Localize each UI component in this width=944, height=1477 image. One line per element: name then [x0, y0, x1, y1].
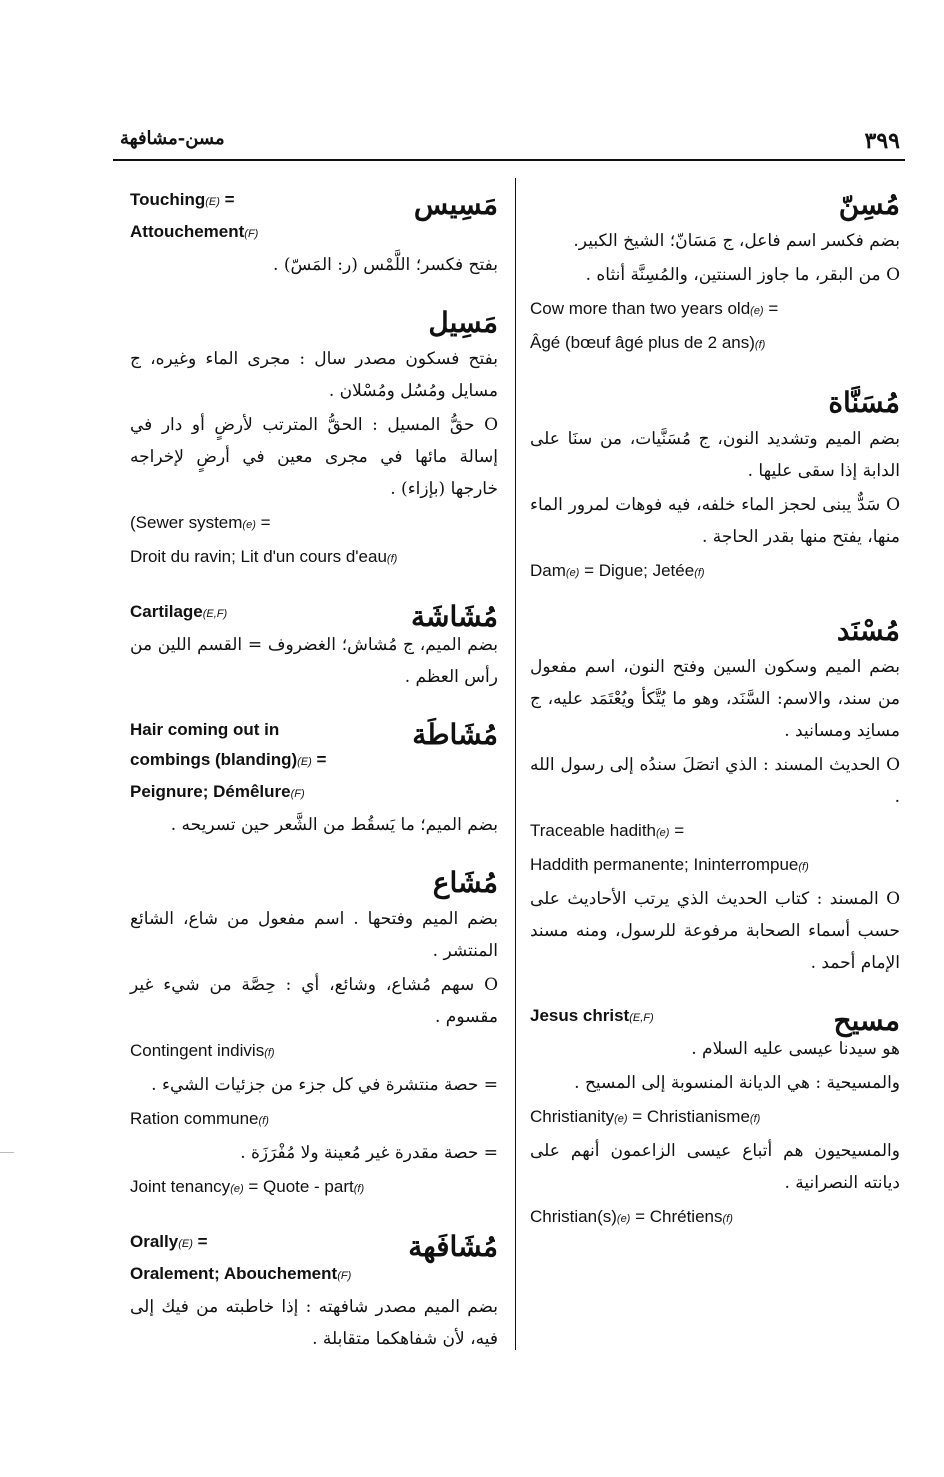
language-tag: (E): [205, 196, 220, 208]
term-text: Orally: [130, 1232, 179, 1251]
arabic-definition: [530, 651, 900, 813]
english-equivalent: [130, 777, 498, 809]
entry-head-row: [130, 715, 498, 809]
term-equivalent: = Quote - part: [243, 1177, 354, 1196]
header-rule: [113, 159, 905, 161]
headword: مُسْنَد: [836, 614, 900, 647]
arabic-paragraph: والمسيحيون هم أتباع عيسى الزاعمون أنهم على ديانته النصرانية .: [530, 1141, 900, 1193]
translation-line: [530, 327, 900, 361]
page-header: [0, 0, 944, 165]
language-tag: (f): [264, 1047, 275, 1059]
language-tag: (f): [754, 339, 766, 351]
term-equivalent: =: [763, 299, 779, 318]
headword: مُشَاطَة: [412, 718, 498, 751]
translation-line: [530, 815, 900, 849]
translation-line: [130, 1035, 498, 1069]
language-tag: (f): [386, 553, 398, 565]
arabic-definition: [130, 1291, 498, 1355]
margin-mark: [0, 1152, 14, 1153]
language-tag: (e): [614, 1113, 628, 1125]
term-text: Contingent indivis: [130, 1041, 265, 1060]
dictionary-entry: [130, 1227, 498, 1355]
arabic-paragraph: بضم الميم، ج مُشاش؛ الغضروف = القسم اللين من رأس العظم .: [130, 635, 498, 687]
term-text: Ration commune: [130, 1109, 259, 1128]
translation-line: [130, 1171, 498, 1205]
term-text: Cow more than two years old: [530, 299, 751, 318]
language-tag: (e): [656, 827, 670, 839]
language-tag: (E,F): [202, 608, 228, 620]
headword: مسيح: [833, 1004, 900, 1037]
term-equivalent: = Digue; Jetée: [579, 561, 695, 580]
headword: مَسِيس: [413, 188, 498, 221]
language-tag: (f): [258, 1115, 269, 1127]
language-tag: (F): [244, 228, 259, 240]
dictionary-entry: [530, 1001, 900, 1235]
page-number: ٣٩٩: [864, 128, 900, 154]
language-tag: (F): [290, 788, 305, 800]
term-equivalent: =: [255, 513, 271, 532]
arabic-definition: [530, 1135, 900, 1199]
arabic-paragraph: O سَدٌّ يبنى لحجز الماء خلفه، فيه فوهات لمرور الماء منها، يفتح منها بقدر الحاجة .: [530, 495, 900, 547]
headword: مُسِنّ: [838, 188, 900, 221]
term-text: combings (blanding): [130, 750, 298, 769]
language-tag: (f): [722, 1213, 733, 1225]
arabic-definition: [130, 343, 498, 505]
column-divider: [515, 178, 516, 1350]
arabic-paragraph: هو سيدنا عيسى عليه السلام .: [691, 1039, 900, 1059]
headword: مُشَاشَة: [411, 600, 498, 633]
entry-head-row: [130, 597, 498, 633]
translation-line: [130, 1103, 498, 1137]
language-tag: (E): [178, 1238, 193, 1250]
arabic-paragraph: بضم الميم وتشديد النون، ج مُسَنَّيات، من سنَا على الدابة إذا سقى عليها .: [530, 429, 900, 481]
arabic-paragraph: = حصة منتشرة في كل جزء من جزئيات الشيء .: [151, 1075, 498, 1095]
term-text: Jesus christ: [530, 1006, 630, 1025]
arabic-definition: [130, 629, 498, 693]
language-tag: (e): [242, 519, 256, 531]
term-text: Âgé (bœuf âgé plus de 2 ans): [530, 333, 755, 352]
arabic-definition: [530, 423, 900, 553]
arabic-paragraph: O المسند : كتاب الحديث الذي يرتب الأحاديث على حسب أسماء الصحابة مرفوعة للرسول، ومنه مسند الإمام أحمد .: [530, 889, 900, 973]
dictionary-entry: [130, 303, 498, 575]
language-tag: (f): [798, 861, 809, 873]
translation-line: [130, 507, 498, 541]
arabic-paragraph: بضم الميم مصدر شافهته : إذا خاطبته من فيك إلى فيه، لأن شفاهكما متقابلة .: [130, 1297, 498, 1349]
arabic-definition: [530, 1033, 900, 1099]
right-column: [530, 185, 900, 1257]
term-equivalent: = Chrétiens: [630, 1207, 723, 1226]
term-text: Christian(s): [530, 1207, 617, 1226]
arabic-definition: [530, 225, 900, 291]
translation-line: [130, 541, 498, 575]
language-tag: (E,F): [629, 1012, 654, 1024]
arabic-definition: [130, 249, 498, 281]
dictionary-entry: [130, 185, 498, 281]
term-text: Peignure; Démêlure: [130, 782, 291, 801]
arabic-paragraph: بضم فكسر اسم فاعل، ج مَسَانّ؛ الشيخ الكبير.: [573, 231, 900, 251]
dictionary-entry: [130, 597, 498, 693]
term-text: Dam: [530, 561, 566, 580]
term-text: Touching: [130, 190, 206, 209]
language-tag: (e): [230, 1183, 244, 1195]
headword: مُسَنَّاة: [828, 386, 900, 419]
entry-head-row: [130, 185, 498, 249]
term-equivalent: =: [311, 750, 327, 769]
arabic-paragraph: O حقُّ المسيل : الحقُّ المترتب لأرضٍ أو دار في إسالة مائها في مجرى معين في أرضٍ لإخراجه خارجها (بإزاء) .: [130, 415, 498, 499]
language-tag: (E): [297, 756, 312, 768]
term-text: Droit du ravin; Lit d'un cours d'eau: [130, 547, 387, 566]
arabic-definition: [130, 1069, 498, 1101]
dictionary-entry: [530, 611, 900, 979]
arabic-paragraph: بضم الميم؛ ما يَسقُط من الشَّعر حين تسريحه .: [170, 815, 498, 835]
arabic-paragraph: والمسيحية : هي الديانة المنسوبة إلى المسيح .: [574, 1073, 900, 1093]
term-equivalent: =: [669, 821, 685, 840]
arabic-paragraph: O سهم مُشاع، وشائع، أي : حِصَّة من شيء غير مقسوم .: [130, 975, 498, 1027]
term-text: Hair coming out in: [130, 720, 280, 739]
dictionary-entry: [130, 863, 498, 1205]
term-text: (Sewer system: [130, 513, 243, 532]
arabic-paragraph: بفتح فكسر؛ اللَّمْس (ر: المَسّ) .: [273, 255, 498, 275]
left-column: [130, 185, 498, 1377]
term-equivalent: = Christianisme: [627, 1107, 750, 1126]
arabic-definition: [130, 903, 498, 1033]
arabic-paragraph: بضم الميم وسكون السين وفتح النون، اسم مفعول من سند، والاسم: السَّنَد، وهو ما يُتَّكأ ويُعْتَمَد عليه، ج مسانِد ومسانيد .: [530, 657, 900, 741]
language-tag: (f): [749, 1113, 761, 1125]
translation-line: [530, 849, 900, 883]
term-text: Attouchement: [130, 222, 245, 241]
arabic-definition: [130, 809, 498, 841]
dictionary-entry: [530, 383, 900, 589]
language-tag: (f): [694, 567, 705, 579]
term-equivalent: =: [219, 190, 235, 209]
term-equivalent: =: [192, 1232, 208, 1251]
arabic-paragraph: O الحديث المسند : الذي اتصَلَ سندُه إلى رسول الله .: [530, 755, 900, 807]
headword: مُشَاع: [432, 866, 498, 899]
translation-line: [530, 1201, 900, 1235]
translation-line: [530, 1101, 900, 1135]
arabic-definition: [530, 883, 900, 979]
language-tag: (F): [337, 1270, 352, 1282]
headword: مُشَافَهة: [408, 1230, 498, 1263]
term-text: Joint tenancy: [130, 1177, 231, 1196]
language-tag: (e): [750, 305, 764, 317]
term-text: Traceable hadith: [530, 821, 657, 840]
arabic-paragraph: بضم الميم وفتحها . اسم مفعول من شاع، الشائع المنتشر .: [130, 909, 498, 961]
term-text: Haddith permanente; Ininterrompue: [530, 855, 799, 874]
entry-head-row: [530, 1001, 900, 1037]
dictionary-entry: [530, 185, 900, 361]
arabic-definition: [130, 1137, 498, 1169]
running-head: مسن-مشافهة: [120, 128, 225, 149]
translation-line: [530, 293, 900, 327]
language-tag: (e): [565, 567, 580, 579]
translation-line: [530, 555, 900, 589]
dictionary-entry: [130, 715, 498, 841]
language-tag: (f): [353, 1183, 365, 1195]
arabic-paragraph: O من البقر، ما جاوز السنتين، والمُسِنَّة أنثاه .: [585, 265, 900, 285]
term-text: Christianity: [530, 1107, 615, 1126]
arabic-paragraph: بفتح فسكون مصدر سال : مجرى الماء وغيره، ج مسايل ومُسُل ومُسْلان .: [130, 349, 498, 401]
entry-head-row: [130, 1227, 498, 1291]
headword: مَسِيل: [428, 306, 498, 339]
term-text: Cartilage: [130, 602, 203, 621]
term-text: Oralement; Abouchement: [130, 1264, 338, 1283]
arabic-paragraph: = حصة مقدرة غير مُعينة ولا مُفْرَزَة .: [240, 1143, 498, 1163]
language-tag: (e): [616, 1213, 631, 1225]
